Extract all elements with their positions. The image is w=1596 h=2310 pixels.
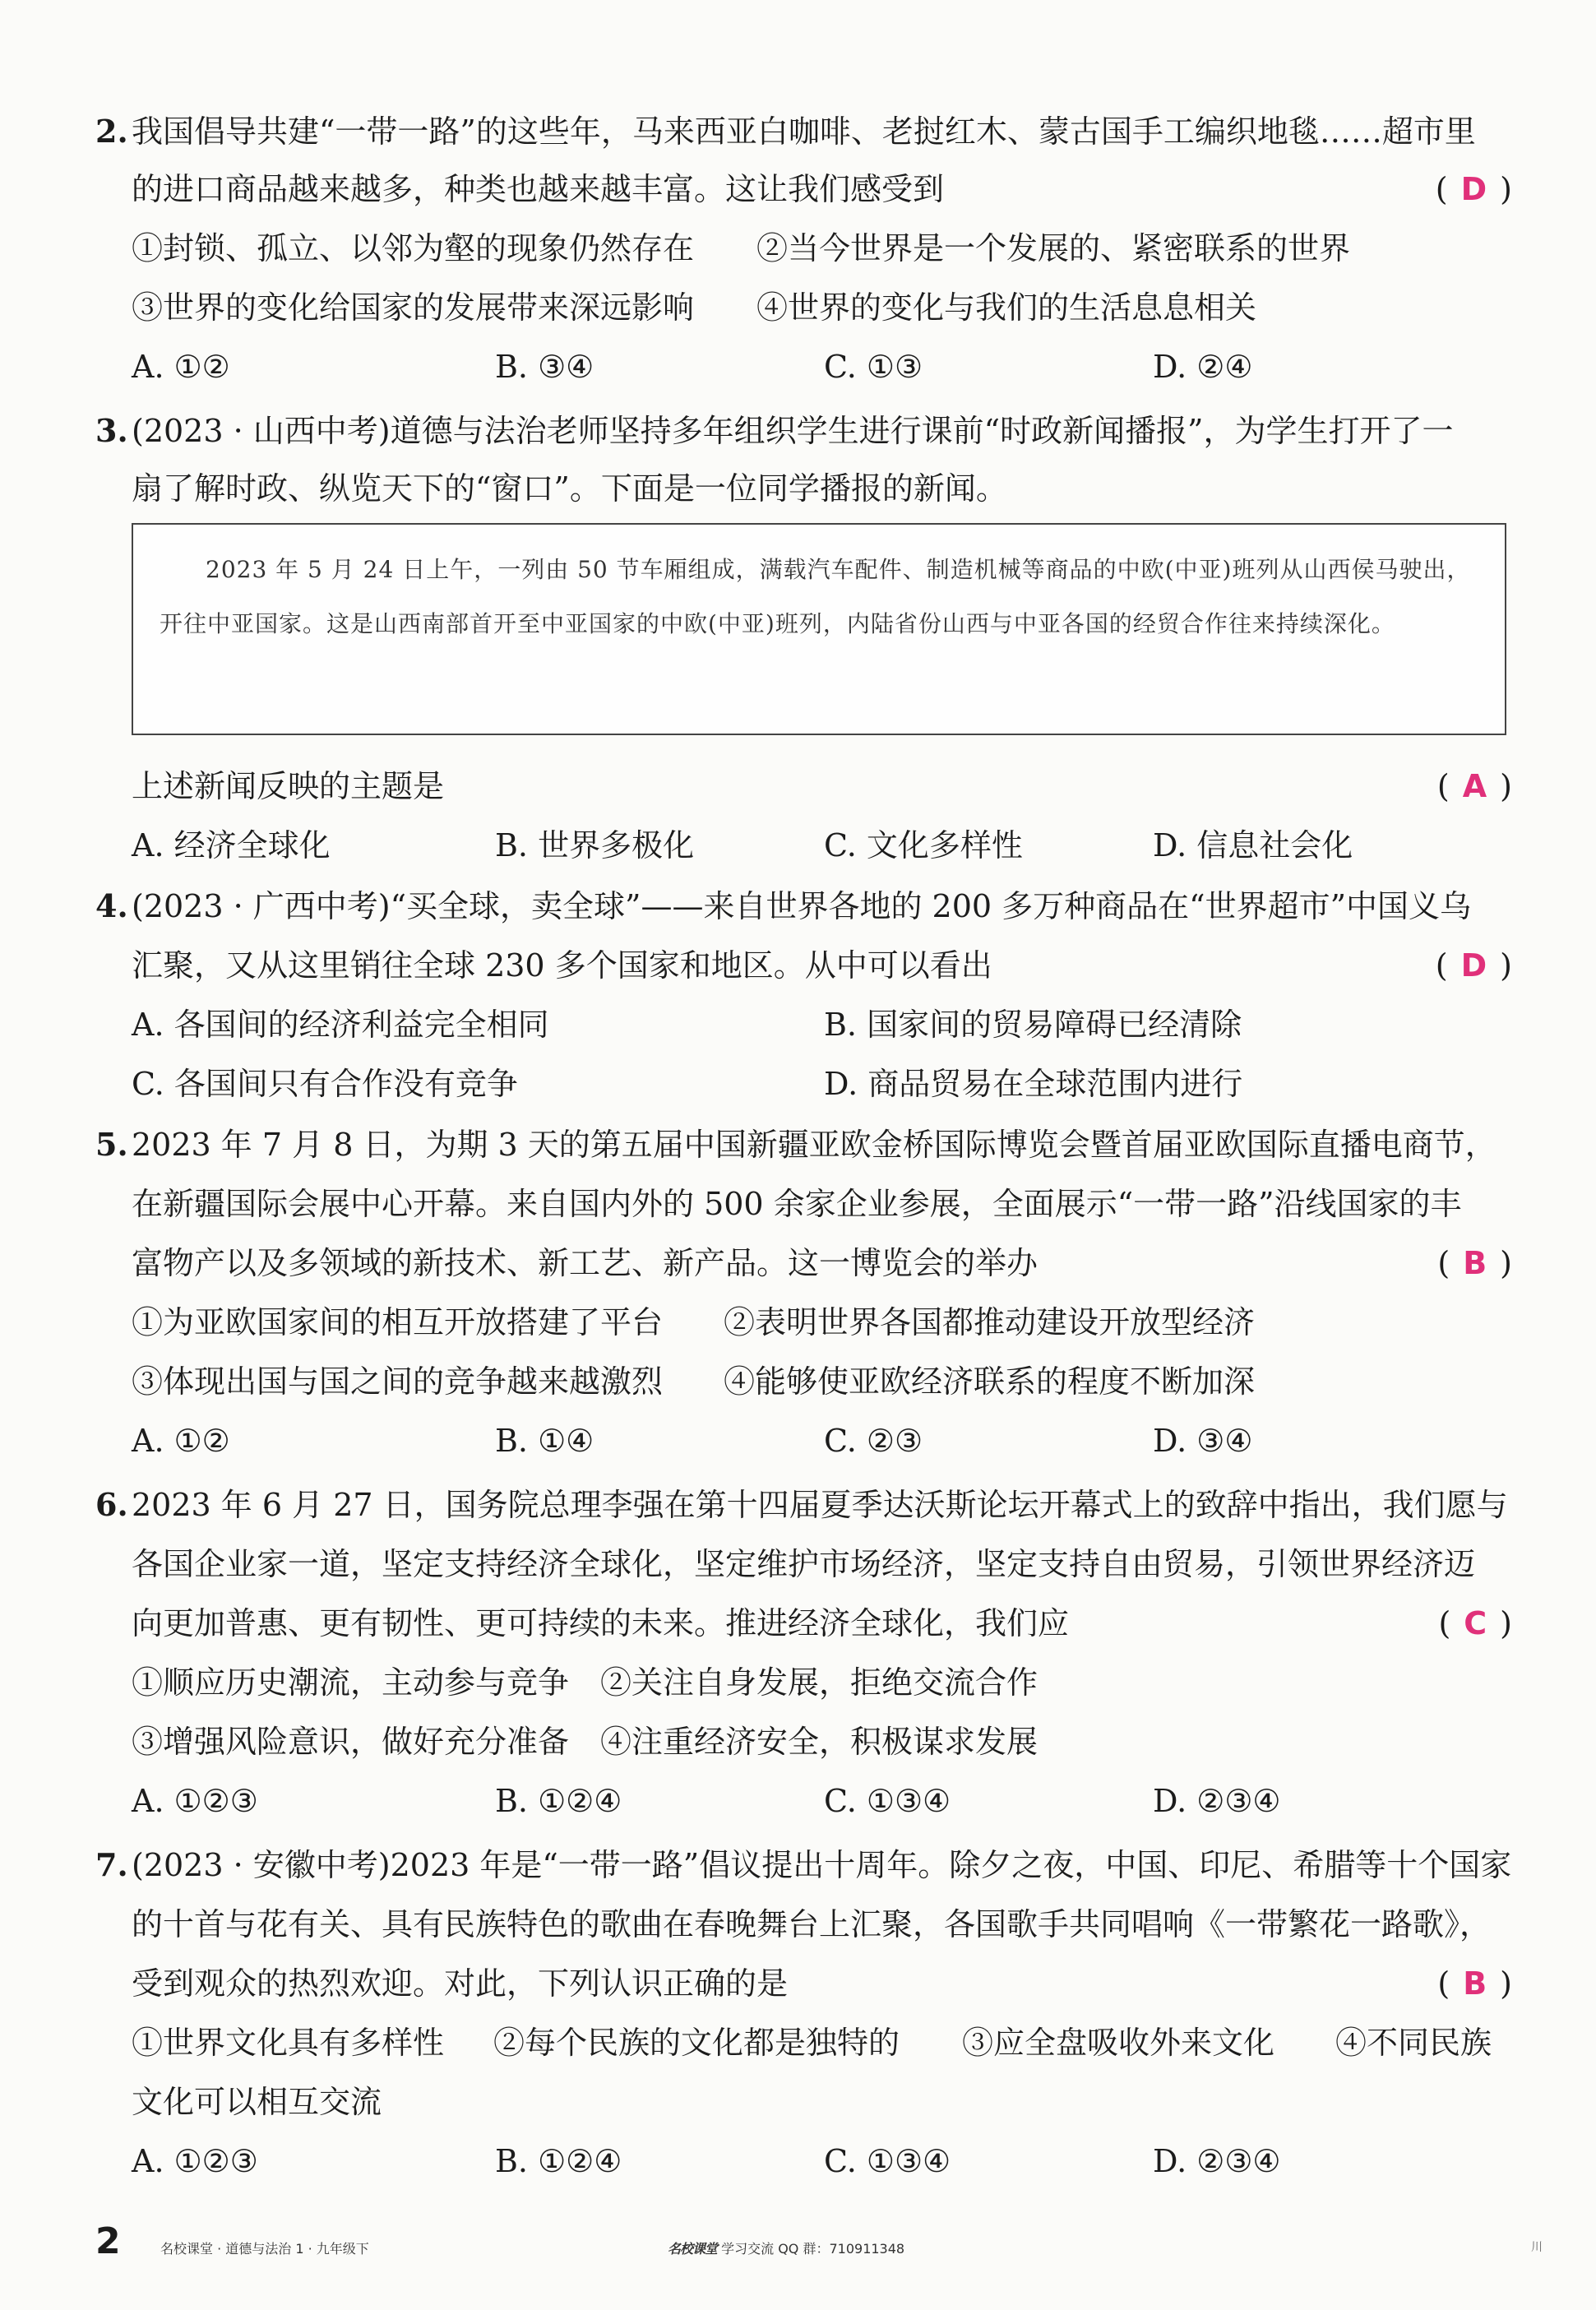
news-text: 2023 年 5 月 24 日上午，一列由 50 节车厢组成，满载汽车配件、制造机械等商品的中欧(中亚)班列从山西侯马驶出，开往中亚国家。这是山西南部首开至中亚国家的中欧(中亚)班列，内陆省份山西与中亚各国的经贸合作往来持续深化。 xyxy=(160,556,1471,637)
statement: ④不同民族 xyxy=(1335,2025,1492,2061)
option-d: D. ③④ xyxy=(1153,1423,1253,1459)
option-c: C. ①③ xyxy=(824,349,923,385)
answer-letter: A xyxy=(1462,768,1489,804)
question-number: 4. xyxy=(95,887,128,924)
option-a: A. ①② xyxy=(132,1423,230,1459)
option-d: D. 信息社会化 xyxy=(1153,827,1353,863)
options-row xyxy=(132,1000,1514,1049)
statement: ①为亚欧国家间的相互开放搭建了平台 xyxy=(132,1304,664,1340)
statement-row xyxy=(132,1717,1514,1766)
statement: ③增强风险意识，做好充分准备 xyxy=(132,1724,570,1760)
statement: ③应全盘吸收外来文化 xyxy=(962,2025,1275,2061)
question-text: 各国企业家一道，坚定支持经济全球化，坚定维护市场经济，坚定支持自由贸易，引领世界经济迈 xyxy=(132,1546,1476,1582)
statement: ④世界的变化与我们的生活息息相关 xyxy=(756,289,1257,326)
option-a: A. ①②③ xyxy=(132,2143,258,2179)
question-text: (2023 · 山西中考)道德与法治老师坚持多年组织学生进行课前“时政新闻播报”，为学生打开了一 xyxy=(132,413,1454,449)
question-number: 3. xyxy=(95,412,128,449)
options-row xyxy=(132,342,1514,391)
statement: ①封锁、孤立、以邻为壑的现象仍然存在 xyxy=(132,230,695,266)
statement: ①世界文化具有多样性 xyxy=(132,2025,445,2061)
edition-mark: 川 xyxy=(1531,2241,1543,2254)
publisher-logo: 名校课堂 xyxy=(668,2241,718,2257)
footer-qq-group xyxy=(668,2238,904,2257)
option-d: D. ②④ xyxy=(1153,349,1253,385)
question-number: 6. xyxy=(95,1486,128,1523)
statement: ①顺应历史潮流，主动参与竞争 xyxy=(132,1664,570,1701)
answer-bracket: ( D ) xyxy=(1435,947,1514,984)
statement-row xyxy=(132,2018,1514,2067)
qq-group-text: 学习交流 QQ 群：710911348 xyxy=(721,2241,905,2257)
question-text: 的十首与花有关、具有民族特色的歌曲在春晚舞台上汇聚，各国歌手共同唱响《一带繁花一路歌》， xyxy=(132,1906,1492,1942)
statement-continuation: 文化可以相互交流 xyxy=(132,2084,382,2120)
question-text: 2023 年 7 月 8 日，为期 3 天的第五届中国新疆亚欧金桥国际博览会暨首届亚欧国际直播电商节， xyxy=(132,1127,1497,1163)
statement: ③体现出国与国之间的竞争越来越激烈 xyxy=(132,1363,664,1400)
question-text: (2023 · 广西中考)“买全球，卖全球”——来自世界各地的 200 多万种商品在“世界超市”中国义乌 xyxy=(132,888,1471,924)
question-text: 受到观众的热烈欢迎。对此，下列认识正确的是 xyxy=(132,1965,789,2002)
statement-row xyxy=(132,1298,1514,1347)
option-d: D. ②③④ xyxy=(1153,2143,1281,2179)
answer-bracket: ( D ) xyxy=(1435,171,1514,207)
statement-row xyxy=(132,1357,1514,1406)
option-a: A. ①②③ xyxy=(132,1783,258,1819)
question-text: 2023 年 6 月 27 日，国务院总理李强在第十四届夏季达沃斯论坛开幕式上的致辞中指出，我们愿与 xyxy=(132,1487,1508,1523)
options-row xyxy=(132,821,1514,870)
option-b: B. ①②④ xyxy=(495,1783,622,1819)
option-a: A. 各国间的经济利益完全相同 xyxy=(132,1007,549,1043)
statement: ②表明世界各国都推动建设开放型经济 xyxy=(724,1304,1256,1340)
book-title: 名校课堂 · 道德与法治 1 · 九年级下 xyxy=(160,2241,369,2257)
option-b: B. 国家间的贸易障碍已经清除 xyxy=(824,1007,1242,1043)
statement: ②每个民族的文化都是独特的 xyxy=(493,2025,900,2061)
option-b: B. ①④ xyxy=(495,1423,594,1459)
option-c: C. ②③ xyxy=(824,1423,923,1459)
question-text: 在新疆国际会展中心开幕。来自国内外的 500 余家企业参展，全面展示“一带一路”沿线国家的丰 xyxy=(132,1186,1462,1222)
question-text: 汇聚，又从这里销往全球 230 多个国家和地区。从中可以看出 xyxy=(132,947,992,984)
answer-letter: B xyxy=(1463,1245,1489,1281)
question-stem: 上述新闻反映的主题是 xyxy=(132,768,445,804)
options-row xyxy=(132,1776,1514,1826)
option-b: B. ③④ xyxy=(495,349,594,385)
statement: ④能够使亚欧经济联系的程度不断加深 xyxy=(724,1363,1256,1400)
answer-bracket: ( B ) xyxy=(1437,1245,1514,1281)
answer-letter: D xyxy=(1460,171,1489,207)
option-c: C. 文化多样性 xyxy=(824,827,1023,863)
question-text: (2023 · 安徽中考)2023 年是“一带一路”倡议提出十周年。除夕之夜，中国、印尼、希腊等十个国家 xyxy=(132,1847,1512,1883)
news-box xyxy=(132,523,1506,735)
option-b: B. ①②④ xyxy=(495,2143,622,2179)
option-b: B. 世界多极化 xyxy=(495,827,695,863)
option-a: A. 经济全球化 xyxy=(132,827,331,863)
option-d: D. ②③④ xyxy=(1153,1783,1281,1819)
statement: ②关注自身发展，拒绝交流合作 xyxy=(600,1664,1039,1701)
statement-row xyxy=(132,224,1514,273)
option-c: C. ①③④ xyxy=(824,1783,951,1819)
answer-letter: D xyxy=(1460,947,1489,984)
statement: ②当今世界是一个发展的、紧密联系的世界 xyxy=(756,230,1351,266)
question-text: 我国倡导共建“一带一路”的这些年，马来西亚白咖啡、老挝红木、蒙古国手工编织地毯……超市里 xyxy=(132,113,1476,150)
answer-letter: B xyxy=(1463,1965,1489,2002)
answer-bracket: ( C ) xyxy=(1438,1605,1514,1641)
question-number: 5. xyxy=(95,1126,128,1163)
statement: ③世界的变化给国家的发展带来深远影响 xyxy=(132,289,695,326)
page-number: 2 xyxy=(95,2220,121,2262)
answer-bracket: ( A ) xyxy=(1436,768,1514,804)
options-row xyxy=(132,1059,1514,1109)
option-c: C. 各国间只有合作没有竞争 xyxy=(132,1066,518,1102)
question-text: 富物产以及多领域的新技术、新工艺、新产品。这一博览会的举办 xyxy=(132,1245,1039,1281)
option-a: A. ①② xyxy=(132,349,230,385)
statement-row xyxy=(132,1658,1514,1707)
statement-row xyxy=(132,283,1514,332)
option-c: C. ①③④ xyxy=(824,2143,951,2179)
option-d: D. 商品贸易在全球范围内进行 xyxy=(824,1066,1243,1102)
question-text: 的进口商品越来越多，种类也越来越丰富。这让我们感受到 xyxy=(132,171,945,207)
question-number: 7. xyxy=(95,1846,128,1883)
answer-letter: C xyxy=(1464,1605,1489,1641)
statement: ④注重经济安全，积极谋求发展 xyxy=(600,1724,1039,1760)
options-row xyxy=(132,2136,1514,2186)
answer-bracket: ( B ) xyxy=(1437,1965,1514,2002)
question-text: 扇了解时政、纵览天下的“窗口”。下面是一位同学播报的新闻。 xyxy=(132,470,1007,507)
question-text: 向更加普惠、更有韧性、更可持续的未来。推进经济全球化，我们应 xyxy=(132,1605,1070,1641)
options-row xyxy=(132,1416,1514,1465)
question-number: 2. xyxy=(95,113,128,150)
